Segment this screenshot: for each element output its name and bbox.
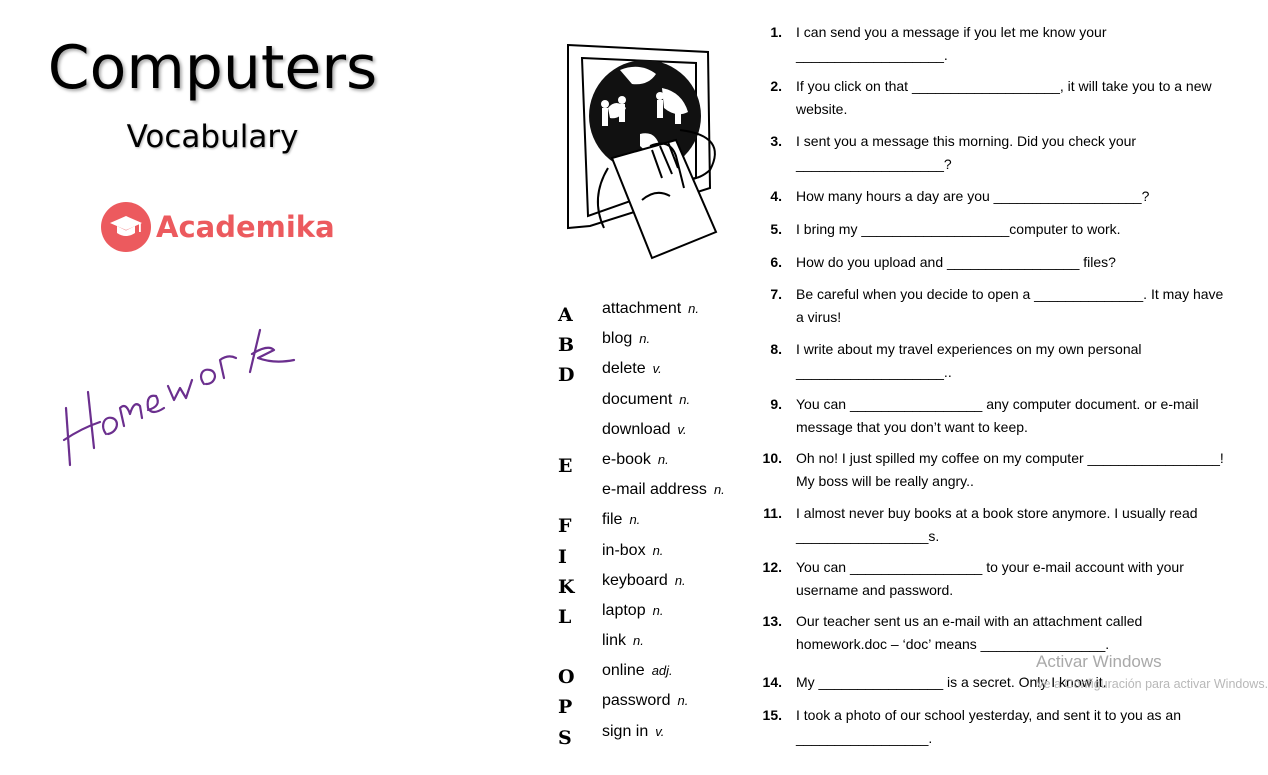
question-number: 1.: [770, 24, 782, 40]
handwritten-homework: [60, 330, 310, 475]
vocab-letter: D: [558, 364, 575, 387]
part-of-speech: n.: [674, 572, 686, 588]
question-number: 7.: [770, 286, 782, 302]
part-of-speech: n.: [679, 391, 691, 407]
question-item: [760, 75, 1230, 120]
vocab-letter: B: [558, 334, 575, 357]
question-text: I write about my travel experiences on my own personal ___________________..: [796, 341, 1142, 380]
question-number: 2.: [770, 78, 782, 94]
vocab-letter: I: [558, 545, 567, 568]
vocab-word: in-box n.: [602, 541, 664, 559]
vocab-word: attachment n.: [602, 300, 699, 317]
question-item: [760, 393, 1230, 438]
question-number: 6.: [770, 254, 782, 270]
question-text: How do you upload and _________________ files?: [796, 254, 1116, 270]
vocab-letter: F: [558, 515, 572, 538]
vocab-letter: O: [558, 666, 575, 689]
question-number: 13.: [762, 613, 782, 629]
question-text: Be careful when you decide to open a ______________. It may have a virus!: [796, 286, 1224, 325]
question-text: I can send you a message if you let me know your ___________________.: [796, 24, 1107, 63]
question-item: [760, 556, 1230, 601]
vocab-word: link n.: [602, 632, 644, 650]
question-item: [760, 610, 1230, 655]
page-title: Computers: [47, 33, 378, 103]
question-text: My ________________ is a secret. Only I know it.: [796, 674, 1107, 690]
vocab-word: online adj.: [602, 662, 673, 680]
vocab-letter: A: [558, 304, 573, 326]
question-text: I bring my ___________________computer to work.: [796, 221, 1121, 237]
vocab-letter: P: [558, 696, 573, 719]
vocab-word: document n.: [602, 390, 691, 408]
part-of-speech: n.: [652, 602, 664, 618]
question-number: 12.: [762, 559, 782, 575]
question-text: I took a photo of our school yesterday, and sent it to you as an _________________.: [796, 707, 1181, 746]
question-number: 14.: [762, 674, 782, 690]
question-text: If you click on that ___________________, it will take you to a new website.: [796, 78, 1212, 117]
part-of-speech: n.: [633, 633, 644, 649]
question-item: [760, 218, 1230, 241]
part-of-speech: v.: [652, 361, 662, 377]
vocab-word: blog n.: [602, 330, 651, 348]
vocab-letter: S: [558, 726, 572, 749]
part-of-speech: n.: [713, 482, 725, 498]
question-item: [760, 502, 1230, 547]
academika-logo: [101, 202, 335, 252]
question-item: [760, 704, 1230, 749]
question-number: 8.: [770, 341, 782, 357]
question-number: 11.: [763, 505, 782, 521]
question-item: [760, 283, 1230, 328]
part-of-speech: v.: [677, 421, 687, 437]
question-number: 3.: [770, 133, 782, 149]
computer-globe-illustration: [560, 38, 730, 268]
question-text: Oh no! I just spilled my coffee on my computer _________________! My boss will be really angry..: [796, 450, 1224, 489]
vocab-letter: L: [558, 605, 572, 628]
vocab-word: e-book n.: [602, 450, 669, 468]
vocab-word: delete v.: [602, 360, 662, 378]
part-of-speech: n.: [639, 331, 651, 347]
vocab-word: sign in v.: [602, 722, 665, 740]
vocab-letter: E: [558, 454, 573, 477]
question-number: 15.: [762, 707, 782, 723]
part-of-speech: n.: [657, 451, 669, 467]
question-item: [760, 447, 1230, 492]
activation-watermark-subtitle: Ve a Configuración para activar Windows.: [1036, 677, 1268, 691]
question-item: [760, 130, 1230, 175]
vocab-word: file n.: [602, 511, 641, 529]
question-text: You can _________________ to your e-mail account with your username and password.: [796, 559, 1184, 598]
question-text: You can _________________ any computer document. or e-mail message that you don’t want to keep.: [796, 396, 1199, 435]
question-item: [760, 185, 1230, 208]
question-number: 9.: [770, 396, 782, 412]
question-text: I sent you a message this morning. Did you check your ___________________?: [796, 133, 1137, 172]
page-subtitle: Vocabulary: [126, 119, 299, 155]
question-item: [760, 21, 1230, 66]
vocab-word: keyboard n.: [602, 571, 686, 589]
graduation-cap-icon: [101, 202, 151, 252]
part-of-speech: n.: [629, 512, 641, 528]
logo-text: Academika: [156, 210, 335, 244]
question-item: [760, 251, 1230, 274]
question-text: I almost never buy books at a book store anymore. I usually read _________________s.: [796, 505, 1198, 544]
vocab-letter: K: [558, 575, 575, 598]
question-text: How many hours a day are you ___________________?: [796, 188, 1150, 204]
part-of-speech: v.: [655, 723, 665, 739]
part-of-speech: n.: [652, 542, 664, 558]
part-of-speech: n.: [677, 693, 689, 709]
vocab-word: download v.: [602, 420, 687, 438]
question-text: Our teacher sent us an e-mail with an attachment called homework.doc – ‘doc’ means ________________.: [796, 613, 1143, 652]
part-of-speech: adj.: [651, 663, 673, 679]
question-number: 4.: [770, 188, 782, 204]
question-item: [760, 338, 1230, 383]
activation-watermark-title: Activar Windows: [1036, 652, 1162, 671]
vocab-word: laptop n.: [602, 601, 664, 619]
part-of-speech: n.: [688, 301, 699, 316]
question-number: 5.: [770, 221, 782, 237]
question-number: 10.: [762, 450, 782, 466]
vocab-word: password n.: [602, 692, 689, 710]
vocab-word: e-mail address n.: [602, 481, 725, 499]
